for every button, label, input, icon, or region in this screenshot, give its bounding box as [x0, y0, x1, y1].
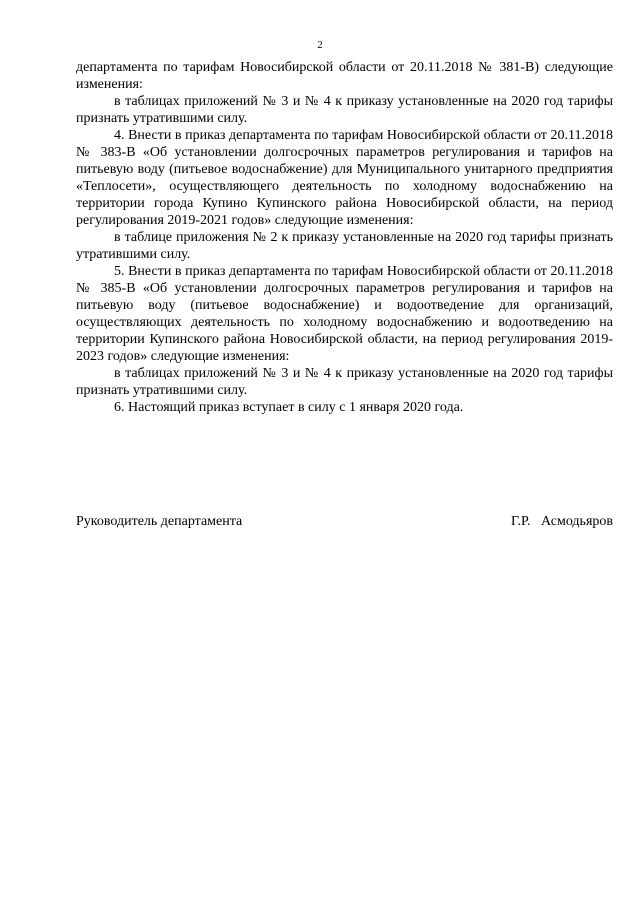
paragraph-continuation: департамента по тарифам Новосибирской области от 20.11.2018 № 381-В) следующие изменения: — [76, 60, 613, 92]
signature-block — [76, 513, 613, 531]
page-number: 2 — [317, 39, 323, 51]
paragraph-table-appendix-3-4-second: в таблицах приложений № 3 и № 4 к приказу установленные на 2020 год тарифы признать утратившими силу. — [76, 366, 613, 398]
document-body — [76, 59, 613, 416]
paragraph-table-appendix-3-4: в таблицах приложений № 3 и № 4 к приказу установленные на 2020 год тарифы признать утратившими силу. — [76, 94, 613, 126]
paragraph-item-6: 6. Настоящий приказ вступает в силу с 1 января 2020 года. — [114, 400, 464, 415]
paragraph-item-5: 5. Внести в приказ департамента по тарифам Новосибирской области от 20.11.2018 № 385-В «Об установлении долгосрочных параметров регулирования и тарифов на питьевую воду (питьевое водоснабжение) и водоотведение для организаций, осуществляющих деятельность по холодному водоснабжению и водоотведению на территории Купинского района Новосибирской области, на период регулирования 2019-2023 годов» следующие изменения: — [76, 264, 613, 364]
paragraph-table-appendix-2: в таблице приложения № 2 к приказу установленные на 2020 год тарифы признать утратившими силу. — [76, 230, 613, 262]
paragraph-item-4: 4. Внести в приказ департамента по тарифам Новосибирской области от 20.11.2018 № 383-В «Об установлении долгосрочных параметров регулирования и тарифов на питьевую воду (питьевое водоснабжение) для Муниципального унитарного предприятия «Теплосети», осуществляющего деятельность по холодному водоснабжению на территории города Купино Купинского района Новосибирской области, на период регулирования 2019-2021 годов» следующие изменения: — [76, 128, 613, 228]
signatory-name: Г.Р. Асмодьяров — [510, 514, 613, 529]
signatory-title: Руководитель департамента — [76, 514, 243, 529]
